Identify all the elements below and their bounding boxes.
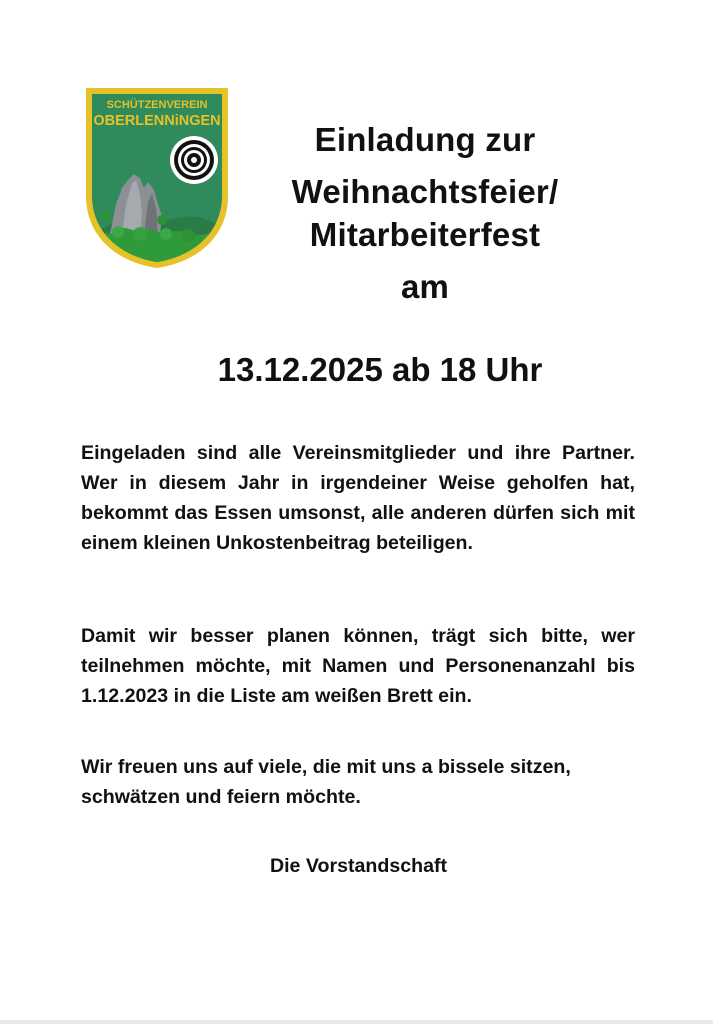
club-crest-logo xyxy=(82,84,232,268)
target-icon xyxy=(170,136,218,184)
paragraph-registration: Damit wir besser planen können, trägt sich bitte, wer teilnehmen möchte, mit Namen und Personenanzahl bis 1.12.2023 in die Liste am weißen Brett ein. xyxy=(81,625,635,707)
page-bottom-edge xyxy=(0,1020,713,1024)
crest-text-line1: SCHÜTZENVEREIN xyxy=(106,99,208,111)
title-line-4: am xyxy=(400,268,450,305)
signature: Die Vorstandschaft xyxy=(269,855,448,877)
title-line-1: Einladung zur xyxy=(314,121,536,158)
title-line-2: Weihnachtsfeier/ xyxy=(291,173,559,210)
crest-text-line2: OBERLENNiNGEN xyxy=(93,113,221,129)
paragraph-closing: Wir freuen uns auf viele, die mit uns a bissele sitzen, schwätzen und feiern möchte. xyxy=(81,756,571,808)
paragraph-invitation: Eingeladen sind alle Vereinsmitglieder und ihre Partner. Wer in diesem Jahr in irgendeiner Weise geholfen hat, bekommt das Essen umsonst, alle anderen dürfen sich mit einem kleinen Unkostenbeitrag beteiligen. xyxy=(81,442,635,554)
event-date: 13.12.2025 ab 18 Uhr xyxy=(217,351,543,388)
title-line-3: Mitarbeiterfest xyxy=(309,216,541,253)
